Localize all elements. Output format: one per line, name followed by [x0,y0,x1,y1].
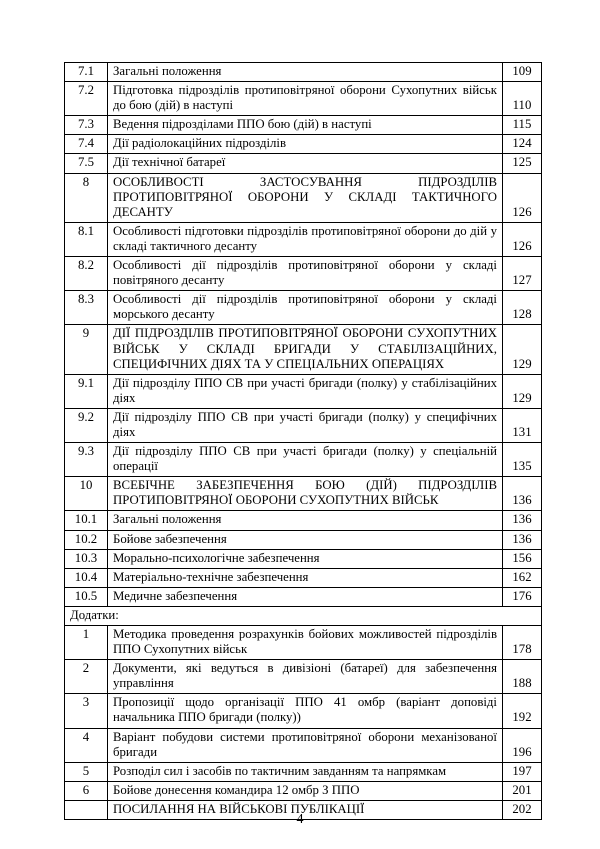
toc-row [65,135,542,154]
toc-item-page: 109 [503,63,542,82]
toc-item-title: Особливості дії підрозділів протиповітряної оборони у складі морського десанту [108,291,503,325]
toc-row [65,408,542,442]
toc-item-page: 136 [503,530,542,549]
toc-row [65,222,542,256]
toc-row [65,511,542,530]
toc-row [65,587,542,606]
toc-item-title: Дії підрозділу ППО СВ при участі бригади (полку) у спеціальній операції [108,443,503,477]
toc-item-title: Дії підрозділу ППО СВ при участі бригади (полку) у стабілізаційних діях [108,374,503,408]
toc-row [65,728,542,762]
toc-item-page: 115 [503,116,542,135]
toc-row [65,154,542,173]
toc-item-title: ОСОБЛИВОСТІ ЗАСТОСУВАННЯ ПІДРОЗДІЛІВ ПРОТИПОВІТРЯНОЇ ОБОРОНИ У СКЛАДІ ТАКТИЧНОГО ДЕСАНТУ [108,173,503,222]
page-number: 4 [296,812,304,827]
toc-item-title: Загальні положення [108,63,503,82]
toc-item-title: Бойове забезпечення [108,530,503,549]
toc-item-page: 131 [503,408,542,442]
toc-item-page: 188 [503,660,542,694]
toc-item-page: 127 [503,257,542,291]
toc-item-number: 4 [65,728,108,762]
toc-section-label: Додатки: [65,606,542,625]
toc-item-number: 7.1 [65,63,108,82]
toc-row [65,82,542,116]
toc-item-page: 126 [503,173,542,222]
toc-item-title: ПОСИЛАННЯ НА ВІЙСЬКОВІ ПУБЛІКАЦІЇ [108,800,503,819]
toc-item-number: 10.5 [65,587,108,606]
toc-item-page: 178 [503,626,542,660]
toc-row [65,660,542,694]
toc-item-title: Методика проведення розрахунків бойових можливостей підрозділів ППО Сухопутних військ [108,626,503,660]
toc-item-number: 10 [65,477,108,511]
toc-item-number: 9 [65,325,108,374]
toc-item-page: 202 [503,800,542,819]
toc-row [65,568,542,587]
toc-item-title: Варіант побудови системи протиповітряної оборони механізованої бригади [108,728,503,762]
toc-item-title: Особливості підготовки підрозділів протиповітряної оборони до дій у складі тактичного десанту [108,222,503,256]
toc-item-number: 7.3 [65,116,108,135]
toc-item-number: 10.4 [65,568,108,587]
toc-item-number: 7.5 [65,154,108,173]
toc-item-number: 8.2 [65,257,108,291]
toc-item-title: Розподіл сил і засобів по тактичним завданням та напрямкам [108,762,503,781]
toc-item-page: 156 [503,549,542,568]
toc-item-title: Медичне забезпечення [108,587,503,606]
toc-row [65,374,542,408]
toc-item-page: 176 [503,587,542,606]
toc-item-page: 135 [503,443,542,477]
toc-item-page: 124 [503,135,542,154]
toc-row [65,626,542,660]
toc-item-title: Дії технічної батареї [108,154,503,173]
toc-item-number: 9.3 [65,443,108,477]
toc-item-page: 192 [503,694,542,728]
toc-item-number: 9.1 [65,374,108,408]
toc-item-number: 10.2 [65,530,108,549]
toc-item-title: Ведення підрозділами ППО бою (дій) в наступі [108,116,503,135]
toc-row [65,549,542,568]
toc-item-number: 9.2 [65,408,108,442]
toc-item-number: 5 [65,762,108,781]
toc-item-page: 110 [503,82,542,116]
toc-item-title: Морально-психологічне забезпечення [108,549,503,568]
toc-row [65,257,542,291]
toc-row [65,291,542,325]
toc-table [64,62,542,820]
toc-item-number: 10.1 [65,511,108,530]
toc-item-title: Дії підрозділу ППО СВ при участі бригади (полку) у специфічних діях [108,408,503,442]
toc-row [65,173,542,222]
toc-row [65,694,542,728]
toc-row [65,325,542,374]
toc-row [65,477,542,511]
toc-item-title: Загальні положення [108,511,503,530]
toc-item-title: ВСЕБІЧНЕ ЗАБЕЗПЕЧЕННЯ БОЮ (ДІЙ) ПІДРОЗДІЛІВ ПРОТИПОВІТРЯНОЇ ОБОРОНИ СУХОПУТНИХ ВІЙСЬК [108,477,503,511]
toc-item-title: Особливості дії підрозділів протиповітряної оборони у складі повітряного десанту [108,257,503,291]
toc-item-title: Дії радіолокаційних підрозділів [108,135,503,154]
toc-row [65,63,542,82]
toc-item-number: 10.3 [65,549,108,568]
toc-item-number: 7.4 [65,135,108,154]
toc-item-title: Документи, які ведуться в дивізіоні (батареї) для забезпечення управління [108,660,503,694]
toc-item-number: 8 [65,173,108,222]
toc-row [65,443,542,477]
toc-item-number: 2 [65,660,108,694]
toc-item-page: 129 [503,374,542,408]
toc-item-page: 129 [503,325,542,374]
toc-item-title: Бойове донесення командира 12 омбр З ППО [108,781,503,800]
toc-item-number: 1 [65,626,108,660]
toc-item-page: 136 [503,477,542,511]
toc-item-page: 196 [503,728,542,762]
toc-item-page: 201 [503,781,542,800]
toc-item-page: 126 [503,222,542,256]
toc-row [65,781,542,800]
toc-item-title: ДІЇ ПІДРОЗДІЛІВ ПРОТИПОВІТРЯНОЇ ОБОРОНИ СУХОПУТНИХ ВІЙСЬК У СКЛАДІ БРИГАДИ У СТАБІЛІЗАЦІЙНИХ, СПЕЦИФІЧНИХ ДІЯХ ТА У СПЕЦІАЛЬНИХ ОПЕРАЦІЯХ [108,325,503,374]
toc-item-page: 162 [503,568,542,587]
toc-item-page: 197 [503,762,542,781]
toc-item-number: 3 [65,694,108,728]
toc-item-number: 6 [65,781,108,800]
toc-row [65,116,542,135]
toc-item-title: Пропозиції щодо організації ППО 41 омбр (варіант доповіді начальника ППО бригади (полку)) [108,694,503,728]
toc-item-number: 8.3 [65,291,108,325]
toc-item-page: 128 [503,291,542,325]
toc-item-title: Підготовка підрозділів протиповітряної оборони Сухопутних військ до бою (дій) в наступі [108,82,503,116]
toc-item-page: 136 [503,511,542,530]
toc-row [65,606,542,625]
toc-item-number: 8.1 [65,222,108,256]
toc-row [65,762,542,781]
toc-item-page: 125 [503,154,542,173]
toc-row [65,530,542,549]
toc-item-number: 7.2 [65,82,108,116]
toc-item-title: Матеріально-технічне забезпечення [108,568,503,587]
